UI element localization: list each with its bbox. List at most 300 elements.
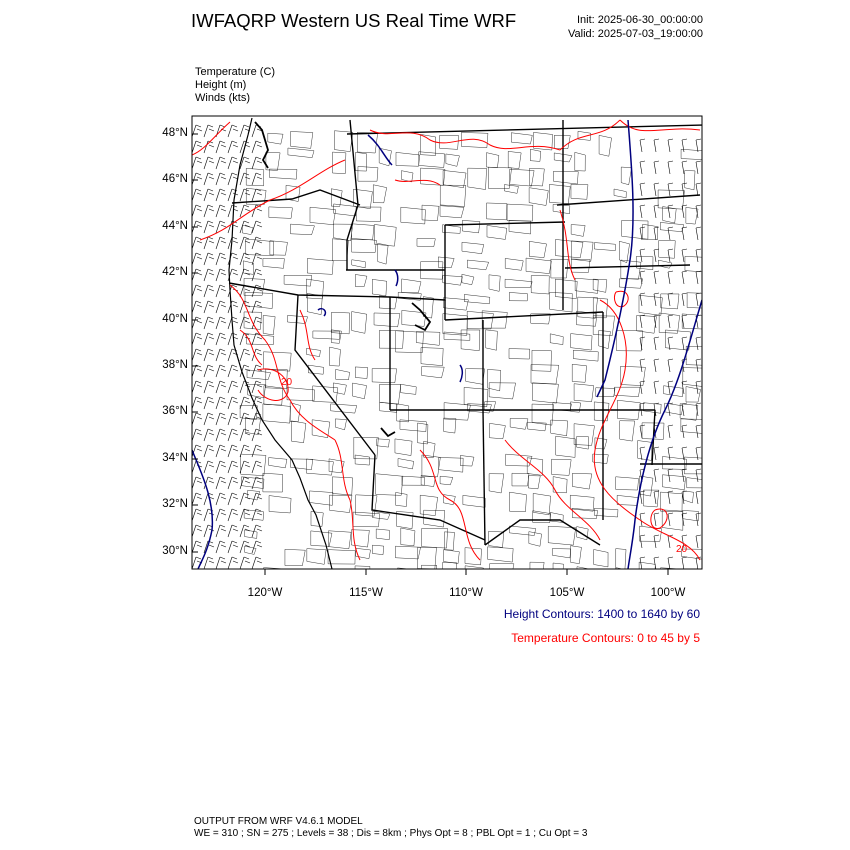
wind-barb [640, 447, 645, 460]
county-outline [446, 154, 460, 166]
county-outline [356, 207, 381, 222]
county-outline [594, 243, 615, 251]
county-outline [444, 418, 456, 433]
county-outline [489, 474, 504, 493]
county-outline [531, 276, 549, 294]
county-outline [684, 491, 694, 503]
wind-barb [204, 173, 214, 185]
lat-label: 44°N [162, 220, 188, 232]
county-outline [619, 241, 629, 262]
wind-barb [252, 557, 262, 569]
wind-barb [192, 141, 202, 153]
county-outline [372, 279, 386, 295]
wind-barb [654, 161, 659, 174]
county-outline [621, 260, 641, 279]
wind-barb [640, 491, 645, 504]
county-outline [373, 185, 386, 203]
wind-barb [668, 161, 673, 174]
wind-barb [668, 205, 673, 218]
county-outline [247, 370, 271, 380]
county-outline [268, 133, 283, 144]
wind-barb [696, 381, 701, 394]
county-outline [570, 495, 594, 511]
county-outline [311, 531, 332, 546]
county-outline [421, 475, 435, 486]
county-outline [331, 330, 341, 344]
wind-barb [216, 493, 226, 505]
wind-barb [696, 359, 701, 372]
county-outline [482, 311, 507, 328]
county-outline [355, 455, 370, 465]
wind-barb [668, 227, 673, 240]
wind-barb [668, 403, 673, 416]
county-outline [552, 459, 572, 475]
county-outline [490, 564, 514, 576]
wind-barb [192, 365, 202, 377]
county-outline [660, 492, 682, 512]
wind-barb [696, 183, 701, 196]
county-outline [356, 152, 367, 171]
county-outline [421, 348, 443, 366]
wind-barb [668, 557, 673, 570]
wind-barb [668, 139, 673, 152]
wind-barb [228, 429, 238, 441]
county-outline [396, 152, 420, 166]
wind-barb [204, 333, 214, 345]
county-outline [510, 169, 534, 186]
wind-barb [240, 493, 250, 505]
wind-barb [240, 173, 250, 185]
county-outline [377, 439, 390, 447]
county-outline [421, 565, 436, 583]
county-outline [508, 151, 521, 168]
wind-barb [216, 397, 226, 409]
wind-barb [216, 333, 226, 345]
county-outline [372, 369, 397, 383]
wind-barb [216, 381, 226, 393]
county-outline [291, 131, 313, 148]
county-outline [245, 418, 260, 434]
wind-barb [682, 139, 687, 152]
wind-barb [668, 249, 673, 262]
wind-barb [192, 381, 202, 393]
wind-barb [240, 557, 250, 569]
wind-barb [240, 525, 250, 537]
wind-barb [216, 445, 226, 457]
county-outline [511, 133, 532, 144]
county-outline [533, 383, 559, 403]
county-outline [460, 455, 474, 466]
wind-barb [216, 413, 226, 425]
wind-barb [682, 491, 687, 504]
lat-label: 34°N [162, 452, 188, 464]
county-outline [444, 403, 470, 421]
county-outline [284, 275, 312, 286]
wind-barb [216, 557, 226, 569]
county-outline [245, 546, 257, 554]
county-outline [594, 549, 608, 566]
wind-barb [640, 337, 645, 350]
county-outline [352, 312, 367, 334]
county-outline [548, 526, 576, 545]
county-outline [398, 458, 414, 468]
county-outline [466, 369, 485, 385]
wind-barb [252, 237, 262, 249]
lon-label: 105°W [549, 587, 585, 599]
county-outline [288, 148, 314, 158]
county-outline [530, 149, 540, 161]
county-outline [661, 568, 684, 580]
county-outline [307, 549, 326, 565]
county-outline [528, 422, 547, 431]
county-outline [330, 347, 341, 366]
wind-barb [696, 425, 701, 438]
wind-barb [228, 509, 238, 521]
wind-barb [640, 359, 645, 372]
county-outline [374, 313, 400, 327]
county-outline [616, 477, 639, 490]
field-winds: Winds (kts) [195, 92, 250, 104]
county-outline [355, 367, 368, 379]
county-outline [264, 568, 281, 587]
wind-barb [696, 249, 701, 262]
county-outline [577, 567, 590, 576]
county-outline [488, 369, 501, 390]
wind-barb [228, 557, 238, 569]
wind-barb [240, 509, 250, 521]
lon-label: 115°W [349, 587, 383, 599]
wind-barb [654, 447, 659, 460]
wind-barb [192, 253, 202, 265]
county-outline [510, 418, 528, 429]
wind-barb [216, 285, 226, 297]
wind-barb [252, 125, 262, 137]
wind-barb [682, 425, 687, 438]
wind-barb [240, 349, 250, 361]
wind-barb [640, 183, 645, 196]
wind-barb [192, 125, 202, 137]
wind-barb [240, 221, 250, 233]
wind-barb [240, 237, 250, 249]
wind-barb [240, 381, 250, 393]
county-outline [505, 258, 523, 270]
county-outline [246, 168, 264, 185]
county-outline [528, 476, 540, 489]
county-outline [622, 220, 648, 239]
wind-barb [204, 365, 214, 377]
wind-barb [654, 381, 659, 394]
county-outline [555, 239, 583, 257]
county-outline [467, 311, 493, 329]
wind-barb [228, 477, 238, 489]
county-outline [531, 365, 559, 385]
county-outline [550, 334, 563, 345]
county-outline [241, 454, 266, 476]
county-outline [487, 225, 507, 239]
county-outline [269, 169, 297, 179]
wind-barb [696, 469, 701, 482]
county-outline [307, 259, 333, 275]
county-outline [416, 332, 440, 346]
county-outline [468, 168, 487, 189]
county-outline [332, 477, 352, 495]
county-outline [263, 404, 291, 423]
county-outline [395, 546, 420, 559]
county-outline [643, 403, 661, 414]
county-outline [529, 188, 548, 206]
county-outline [571, 241, 593, 262]
county-outline [571, 225, 585, 237]
lat-label: 46°N [162, 173, 188, 185]
county-outline [378, 243, 388, 264]
county-outline [263, 258, 284, 268]
county-outline [444, 332, 470, 340]
wind-barb [640, 205, 645, 218]
county-outline [420, 495, 438, 515]
wind-barb [228, 381, 238, 393]
wind-barb [216, 237, 226, 249]
wind-barb [682, 183, 687, 196]
wind-barb [192, 173, 202, 185]
county-outline [551, 420, 568, 436]
wind-barb [204, 157, 214, 169]
county-outline [487, 203, 507, 220]
model-footer [194, 816, 587, 840]
county-outline [571, 334, 592, 350]
county-outline [512, 473, 529, 486]
wind-barb [654, 293, 659, 306]
wind-barb [216, 317, 226, 329]
county-outline [683, 368, 704, 387]
county-outline [486, 330, 498, 350]
county-outline [355, 274, 367, 286]
county-outline [439, 457, 463, 472]
wind-barb [252, 541, 262, 553]
lon-label: 120°W [247, 587, 283, 599]
wind-barb [228, 141, 238, 153]
county-outline [462, 220, 480, 232]
wind-barb [696, 491, 701, 504]
wind-barb [240, 269, 250, 281]
wind-barb [204, 317, 214, 329]
county-outline [402, 279, 421, 293]
county-outline [440, 185, 466, 206]
wind-barb [640, 249, 645, 262]
wind-barb [240, 397, 250, 409]
county-outline [486, 153, 498, 168]
county-outline [463, 495, 485, 507]
wind-barb [228, 189, 238, 201]
county-outline [331, 312, 349, 334]
county-outline [332, 239, 348, 261]
wind-barb [216, 205, 226, 217]
county-outline [594, 508, 618, 517]
wind-barb [216, 189, 226, 201]
county-outline [488, 167, 511, 188]
county-outline [550, 292, 573, 312]
wind-barb [204, 557, 214, 569]
county-outline [263, 315, 275, 334]
county-outline [555, 279, 577, 298]
wind-barb [252, 493, 262, 505]
county-outline [307, 348, 321, 356]
county-outline [396, 331, 424, 353]
wind-barb [228, 541, 238, 553]
county-outline [307, 293, 322, 314]
county-outline [291, 421, 306, 443]
wind-barb [192, 333, 202, 345]
county-outline [574, 424, 594, 446]
county-outline [245, 292, 273, 308]
county-outline [526, 258, 551, 274]
county-outline [380, 402, 397, 412]
wind-barb [252, 221, 262, 233]
wind-barb [204, 413, 214, 425]
lat-label: 32°N [162, 498, 188, 510]
field-temperature: Temperature (C) [195, 66, 276, 78]
wind-barb [204, 221, 214, 233]
wind-barb [654, 139, 659, 152]
wind-barb [216, 509, 226, 521]
wind-barb [240, 317, 250, 329]
wind-barb [192, 285, 202, 297]
wind-barb [204, 189, 214, 201]
lon-label: 100°W [650, 587, 686, 599]
county-outline [331, 404, 357, 413]
county-outline [313, 331, 340, 339]
wind-barb [204, 429, 214, 441]
county-outline [532, 404, 554, 425]
county-outline [335, 419, 346, 430]
county-outline [573, 350, 598, 361]
county-outline [269, 496, 291, 513]
wind-barb [204, 461, 214, 473]
wind-barb [640, 271, 645, 284]
wind-barb [228, 237, 238, 249]
county-outline [245, 530, 258, 539]
county-outline [334, 204, 356, 216]
wind-barb [204, 269, 214, 281]
temp-contour-label: 20 [281, 377, 293, 388]
county-outline [575, 278, 598, 293]
wind-barb [192, 397, 202, 409]
county-outline [263, 473, 283, 492]
lon-label: 110°W [449, 587, 483, 599]
valid-time: Valid: 2025-07-03_19:00:00 [568, 27, 703, 40]
county-outline [422, 205, 439, 221]
wind-barb [216, 253, 226, 265]
wind-barb [204, 301, 214, 313]
county-outline [376, 474, 403, 496]
county-outline [401, 528, 415, 546]
county-outline [574, 384, 594, 402]
wind-barb [252, 157, 262, 169]
wind-barb [252, 189, 262, 201]
county-outline [572, 364, 586, 382]
temperature-legend: Temperature Contours: 0 to 45 by 5 [511, 631, 700, 645]
wind-barb [216, 157, 226, 169]
county-outline [617, 495, 639, 505]
wind-barb [216, 173, 226, 185]
county-outline [505, 279, 532, 288]
wind-barb [192, 189, 202, 201]
county-outline [639, 295, 662, 315]
county-outline [509, 349, 530, 359]
wind-barb [192, 493, 202, 505]
county-outline [614, 189, 626, 198]
county-outline [398, 568, 420, 587]
county-outline [353, 512, 380, 527]
county-outline [401, 171, 413, 182]
wind-barb [640, 535, 645, 548]
wind-barb [696, 535, 701, 548]
wind-barb [640, 381, 645, 394]
county-outline [599, 135, 611, 156]
wind-barb [640, 161, 645, 174]
county-outline [285, 549, 305, 565]
county-outline [372, 545, 383, 555]
wind-barb [240, 445, 250, 457]
county-outline [506, 454, 532, 466]
county-outline [462, 242, 484, 253]
county-outline [556, 436, 576, 457]
county-outline [593, 298, 608, 318]
wind-barb [216, 461, 226, 473]
county-outline [658, 190, 684, 209]
temp-contour-label: 20 [676, 544, 688, 555]
county-outline [488, 547, 514, 562]
wind-barb [654, 513, 659, 526]
county-outline [358, 166, 378, 181]
wind-barb [696, 337, 701, 350]
county-outline [462, 274, 474, 284]
wind-barb [192, 269, 202, 281]
wind-barb [192, 301, 202, 313]
pacific-coastline [229, 118, 332, 569]
county-outline [489, 275, 500, 292]
wind-barb [228, 413, 238, 425]
county-outline [310, 207, 336, 224]
county-outline [681, 149, 708, 160]
wind-barb [192, 317, 202, 329]
wind-barb [240, 429, 250, 441]
county-outline [616, 549, 626, 571]
county-outline [269, 207, 293, 218]
county-outline [530, 562, 544, 577]
county-outline [287, 388, 315, 401]
county-outline [419, 152, 445, 168]
county-outline [333, 383, 346, 394]
footer-line-1: OUTPUT FROM WRF V4.6.1 MODEL [194, 816, 363, 827]
wind-barb [216, 365, 226, 377]
county-outline [529, 241, 546, 257]
county-outline [686, 387, 701, 403]
county-outline [617, 330, 643, 350]
county-outline [438, 257, 454, 268]
county-outline [397, 404, 409, 422]
wind-barb [192, 349, 202, 361]
wind-barb [252, 429, 262, 441]
wind-barb [668, 271, 673, 284]
county-outline [379, 330, 403, 348]
county-outline [374, 224, 396, 246]
county-outline [637, 315, 657, 333]
county-outline [418, 423, 428, 444]
county-outline [352, 224, 374, 240]
wind-barb [228, 493, 238, 505]
wind-barb [192, 429, 202, 441]
wind-barb [682, 557, 687, 570]
